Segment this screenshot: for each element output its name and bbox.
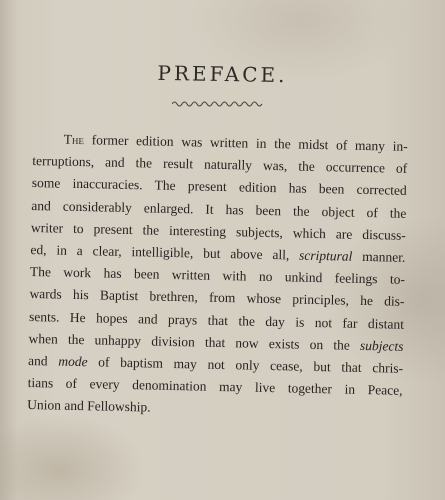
page-title: PREFACE. <box>157 60 288 88</box>
line-text: tians of every denomination may live together in Peace, <box>27 375 403 399</box>
line-text: former edition was written in the midst of many in- <box>83 132 408 154</box>
line-text: and <box>27 352 59 369</box>
line-text: of baptism may not only cease, but that chris- <box>87 354 404 376</box>
line-text: wards his Baptist brethren, from whose principles, he dis- <box>29 286 405 310</box>
line-text: when the unhappy division that now exists on the <box>28 330 361 353</box>
line-text: sents. He hopes and prays that the day is not far distant <box>28 308 405 332</box>
line-text: and considerably enlarged. It has been the object of the <box>31 197 407 221</box>
wavy-rule-ornament <box>172 100 264 108</box>
preface-paragraph <box>27 128 408 424</box>
line-text: some inaccuracies. The present edition has been corrected <box>31 175 407 199</box>
line-text: writer to present the interesting subjects, which are discuss- <box>30 219 406 243</box>
line-text: The <box>63 131 85 148</box>
line-text: The work has been written with no unkind feelings to- <box>29 264 406 288</box>
line-text: ed, in a clear, intelligible, but above all, <box>30 241 300 263</box>
italic-text: scriptural <box>298 247 353 264</box>
italic-text: subjects <box>359 337 404 354</box>
italic-text: mode <box>58 353 88 370</box>
line-text: manner. <box>352 248 406 265</box>
line-text: terruptions, and the result naturally was, the occurrence of <box>32 153 408 177</box>
line-text: Union and Fellowship. <box>27 397 151 415</box>
